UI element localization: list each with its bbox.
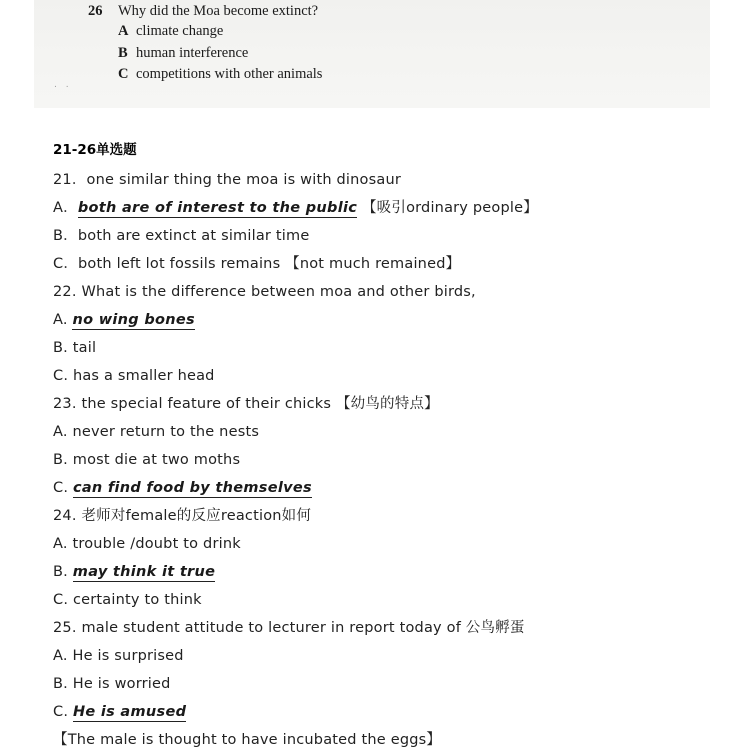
question-23: 23. the special feature of their chicks 【幼鸟的特点】 (53, 396, 439, 412)
scan-option-b (118, 42, 248, 64)
scan-question (88, 0, 318, 22)
q22-option-c: C. has a smaller head (53, 368, 215, 384)
q21-option-c: C．both left lot fossils remains 【not much remained】 (53, 256, 461, 272)
question-24: 24. 老师对female的反应reaction如何 (53, 508, 312, 524)
option-note: 【吸引ordinary people】 (357, 200, 538, 216)
question-22: 22. What is the difference between moa and other birds, (53, 284, 476, 300)
q21-option-a (53, 194, 733, 222)
q25-option-b: B. He is worried (53, 676, 171, 692)
q24-option-c: C. certainty to think (53, 592, 202, 608)
option-prefix: A． (53, 200, 78, 216)
scan-option-text: human interference (136, 45, 249, 61)
section-heading: 21-26单选题 (53, 142, 137, 158)
scan-option-letter: C (118, 66, 129, 82)
q25-option-a: A. He is surprised (53, 648, 184, 664)
option-prefix: C. (53, 480, 73, 496)
question-25: 25. male student attitude to lecturer in report today of 公鸟孵蛋 (53, 620, 525, 636)
scan-option-c (118, 63, 322, 85)
q23-option-c (53, 474, 733, 502)
scan-option-letter: B (118, 45, 128, 61)
scanned-question-image (34, 0, 710, 108)
answer-notes (53, 138, 733, 754)
q22-option-b: B. tail (53, 340, 97, 356)
correct-answer: He is amused (72, 704, 187, 720)
correct-answer: can find food by themselves (72, 480, 312, 496)
option-prefix: B. (53, 564, 73, 580)
scan-question-number: 26 (88, 3, 103, 19)
scan-option-text: climate change (136, 23, 224, 39)
question-21: 21．one similar thing the moa is with dinosaur (53, 172, 402, 188)
scan-option-letter: A (118, 23, 129, 39)
correct-answer: no wing bones (72, 312, 195, 328)
q25-note: 【The male is thought to have incubated the eggs】 (53, 732, 442, 748)
correct-answer: both are of interest to the public (77, 200, 358, 216)
scan-option-a (118, 20, 223, 42)
scan-question-text: Why did the Moa become extinct? (118, 3, 319, 19)
option-prefix: C. (53, 704, 73, 720)
scan-dots: . . (54, 80, 72, 90)
q25-option-c (53, 698, 733, 726)
q24-option-a: A. trouble /doubt to drink (53, 536, 241, 552)
q23-option-b: B. most die at two moths (53, 452, 241, 468)
q23-option-a: A. never return to the nests (53, 424, 260, 440)
correct-answer: may think it true (72, 564, 216, 580)
scan-option-text: competitions with other animals (136, 66, 323, 82)
q22-option-a (53, 306, 733, 334)
q24-option-b (53, 558, 733, 586)
q21-option-b: B．both are extinct at similar time (53, 228, 310, 244)
option-prefix: A. (53, 312, 73, 328)
